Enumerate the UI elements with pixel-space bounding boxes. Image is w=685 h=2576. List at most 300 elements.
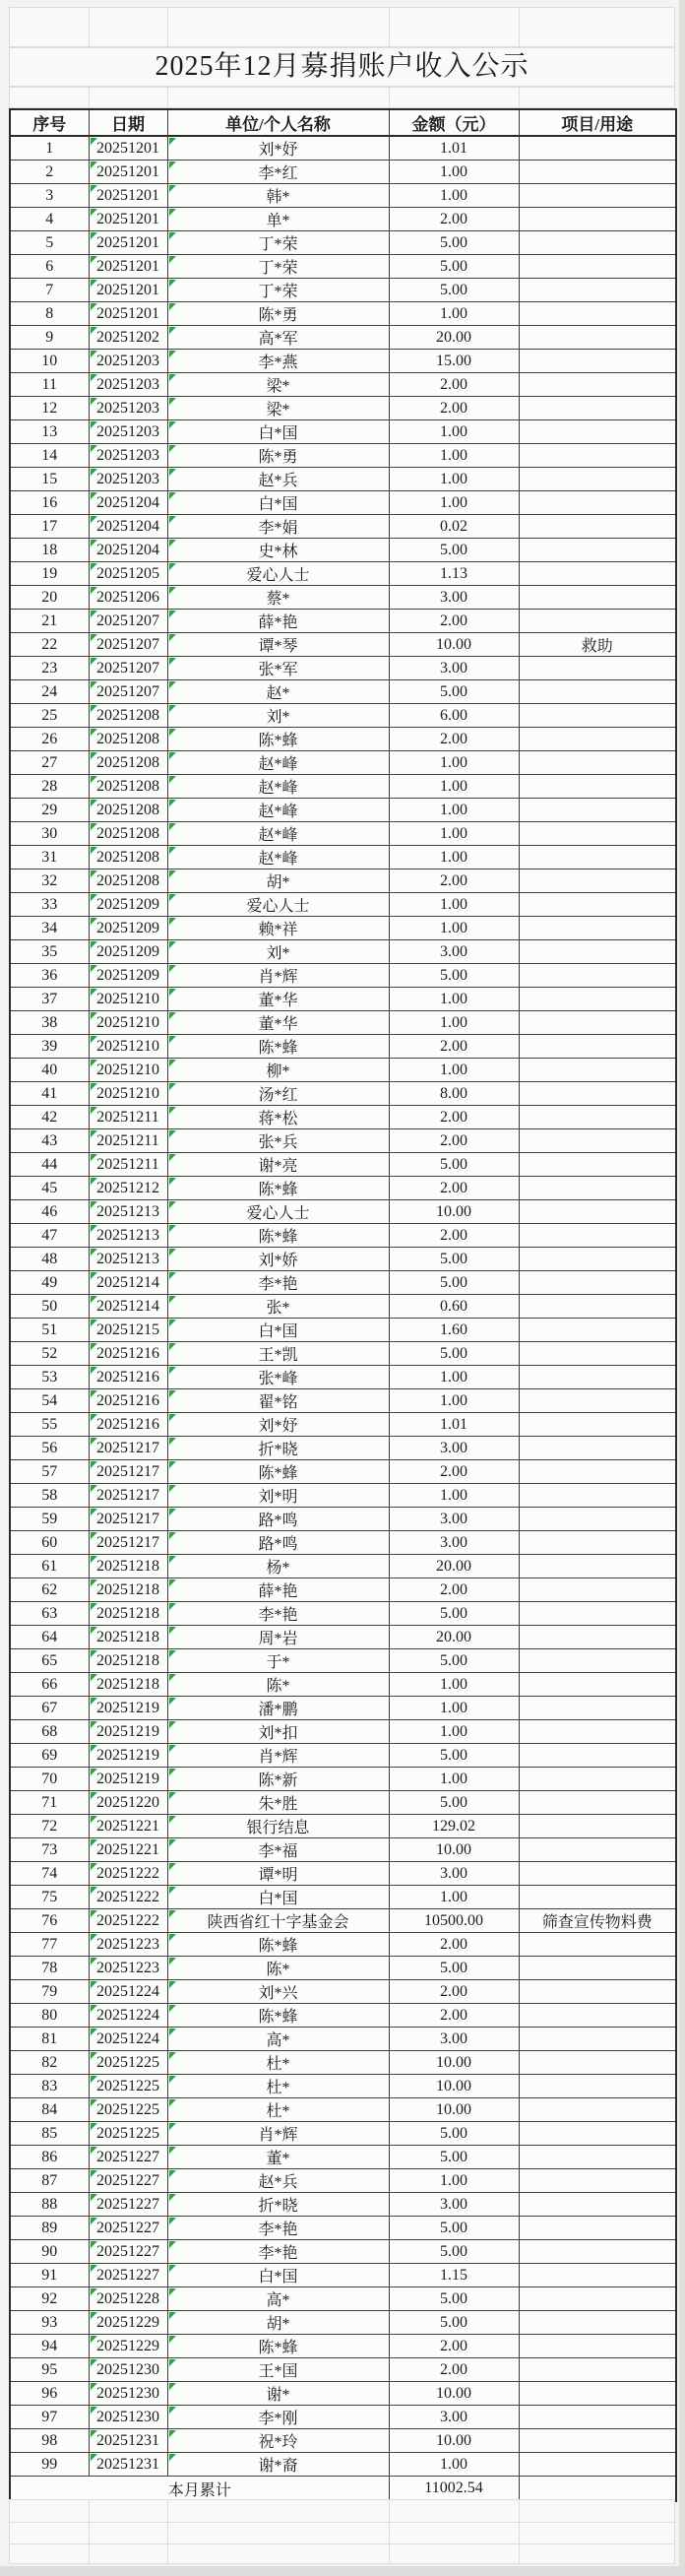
cell-purpose[interactable] xyxy=(519,208,676,231)
cell-serial[interactable]: 81 xyxy=(10,2028,89,2051)
cell-amount[interactable]: 5.00 xyxy=(389,2311,519,2335)
cell-date[interactable]: 20251220 xyxy=(89,1791,167,1815)
cell-purpose[interactable] xyxy=(519,468,676,491)
cell-name[interactable]: 爱心人士 xyxy=(167,562,389,586)
cell-name[interactable]: 白*国 xyxy=(167,491,389,515)
cell-date[interactable]: 20251213 xyxy=(89,1224,167,1248)
cell-serial[interactable]: 84 xyxy=(10,2098,89,2122)
cell-serial[interactable]: 66 xyxy=(10,1673,89,1697)
cell-amount[interactable]: 2.00 xyxy=(389,728,519,751)
cell-amount[interactable]: 10.00 xyxy=(389,2429,519,2453)
cell-name[interactable]: 薛*艳 xyxy=(167,1578,389,1602)
cell-serial[interactable]: 25 xyxy=(10,704,89,728)
cell-amount[interactable]: 1.00 xyxy=(389,775,519,799)
cell-name[interactable]: 张*兵 xyxy=(167,1129,389,1153)
cell-purpose[interactable] xyxy=(519,2358,676,2382)
cell-name[interactable]: 陈*蜂 xyxy=(167,1933,389,1957)
cell-serial[interactable]: 64 xyxy=(10,1626,89,1649)
cell-purpose[interactable] xyxy=(519,1271,676,1295)
cell-serial[interactable]: 26 xyxy=(10,728,89,751)
cell-name[interactable]: 刘*兴 xyxy=(167,1980,389,2004)
cell-name[interactable]: 李*娟 xyxy=(167,515,389,539)
cell-purpose[interactable] xyxy=(519,562,676,586)
cell-name[interactable]: 赖*祥 xyxy=(167,917,389,940)
cell-serial[interactable]: 17 xyxy=(10,515,89,539)
cell-amount[interactable]: 1.00 xyxy=(389,917,519,940)
cell-name[interactable]: 丁*荣 xyxy=(167,231,389,255)
cell-name[interactable]: 王*凯 xyxy=(167,1342,389,1366)
cell-name[interactable]: 陈*蜂 xyxy=(167,728,389,751)
cell-serial[interactable]: 31 xyxy=(10,846,89,869)
cell-amount[interactable]: 1.00 xyxy=(389,468,519,491)
cell-serial[interactable]: 89 xyxy=(10,2217,89,2240)
cell-serial[interactable]: 8 xyxy=(10,302,89,326)
cell-name[interactable]: 折*晓 xyxy=(167,2193,389,2217)
cell-purpose[interactable] xyxy=(519,1768,676,1791)
cell-date[interactable]: 20251218 xyxy=(89,1602,167,1626)
cell-serial[interactable]: 95 xyxy=(10,2358,89,2382)
cell-serial[interactable]: 91 xyxy=(10,2264,89,2287)
cell-amount[interactable]: 10.00 xyxy=(389,2075,519,2098)
cell-serial[interactable]: 59 xyxy=(10,1508,89,1531)
cell-amount[interactable]: 5.00 xyxy=(389,1248,519,1271)
cell-serial[interactable]: 98 xyxy=(10,2429,89,2453)
cell-purpose[interactable] xyxy=(519,1697,676,1720)
cell-amount[interactable]: 3.00 xyxy=(389,1531,519,1555)
cell-amount[interactable]: 0.60 xyxy=(389,1295,519,1319)
cell-serial[interactable]: 78 xyxy=(10,1957,89,1980)
cell-purpose[interactable] xyxy=(519,397,676,420)
cell-purpose[interactable] xyxy=(519,2217,676,2240)
cell-purpose[interactable] xyxy=(519,751,676,775)
cell-purpose[interactable] xyxy=(519,940,676,964)
cell-serial[interactable]: 39 xyxy=(10,1035,89,1059)
cell-purpose[interactable] xyxy=(519,869,676,893)
cell-serial[interactable]: 51 xyxy=(10,1319,89,1342)
cell-serial[interactable]: 19 xyxy=(10,562,89,586)
cell-date[interactable]: 20251203 xyxy=(89,350,167,373)
cell-date[interactable]: 20251214 xyxy=(89,1295,167,1319)
cell-purpose[interactable] xyxy=(519,822,676,846)
cell-serial[interactable]: 20 xyxy=(10,586,89,610)
cell-amount[interactable]: 2.00 xyxy=(389,1933,519,1957)
cell-serial[interactable]: 65 xyxy=(10,1649,89,1673)
cell-name[interactable]: 柳* xyxy=(167,1059,389,1082)
cell-purpose[interactable] xyxy=(519,279,676,302)
cell-purpose[interactable] xyxy=(519,2453,676,2477)
cell-name[interactable]: 谢*亮 xyxy=(167,1153,389,1177)
cell-purpose[interactable] xyxy=(519,1555,676,1578)
cell-serial[interactable]: 72 xyxy=(10,1815,89,1838)
cell-name[interactable]: 李*燕 xyxy=(167,350,389,373)
cell-purpose[interactable] xyxy=(519,373,676,397)
cell-serial[interactable]: 33 xyxy=(10,893,89,917)
cell-amount[interactable]: 3.00 xyxy=(389,2193,519,2217)
cell-date[interactable]: 20251217 xyxy=(89,1531,167,1555)
cell-date[interactable]: 20251201 xyxy=(89,136,167,161)
cell-amount[interactable]: 1.00 xyxy=(389,444,519,468)
cell-name[interactable]: 刘*娇 xyxy=(167,1248,389,1271)
cell-name[interactable]: 刘*明 xyxy=(167,1484,389,1508)
cell-date[interactable]: 20251223 xyxy=(89,1933,167,1957)
cell-amount[interactable]: 3.00 xyxy=(389,2028,519,2051)
cell-purpose[interactable] xyxy=(519,586,676,610)
cell-purpose[interactable] xyxy=(519,2028,676,2051)
cell-name[interactable]: 刘* xyxy=(167,940,389,964)
cell-serial[interactable]: 50 xyxy=(10,1295,89,1319)
cell-purpose[interactable] xyxy=(519,1649,676,1673)
cell-serial[interactable]: 13 xyxy=(10,420,89,444)
cell-serial[interactable]: 57 xyxy=(10,1460,89,1484)
cell-purpose[interactable] xyxy=(519,2193,676,2217)
cell-amount[interactable]: 6.00 xyxy=(389,704,519,728)
cell-purpose[interactable] xyxy=(519,1886,676,1909)
cell-date[interactable]: 20251210 xyxy=(89,1059,167,1082)
cell-serial[interactable]: 93 xyxy=(10,2311,89,2335)
cell-amount[interactable]: 2.00 xyxy=(389,869,519,893)
cell-date[interactable]: 20251202 xyxy=(89,326,167,350)
cell-serial[interactable]: 53 xyxy=(10,1366,89,1389)
cell-name[interactable]: 陕西省红十字基金会 xyxy=(167,1909,389,1933)
cell-serial[interactable]: 68 xyxy=(10,1720,89,1744)
cell-date[interactable]: 20251224 xyxy=(89,2028,167,2051)
cell-amount[interactable]: 5.00 xyxy=(389,1342,519,1366)
cell-purpose[interactable] xyxy=(519,2429,676,2453)
cell-date[interactable]: 20251208 xyxy=(89,728,167,751)
cell-name[interactable]: 高* xyxy=(167,2028,389,2051)
cell-name[interactable]: 陈*蜂 xyxy=(167,2004,389,2028)
cell-name[interactable]: 赵*峰 xyxy=(167,799,389,822)
cell-serial[interactable]: 47 xyxy=(10,1224,89,1248)
cell-purpose[interactable] xyxy=(519,2382,676,2406)
cell-serial[interactable]: 24 xyxy=(10,680,89,704)
cell-purpose[interactable] xyxy=(519,799,676,822)
cell-date[interactable]: 20251225 xyxy=(89,2075,167,2098)
cell-purpose[interactable] xyxy=(519,1673,676,1697)
cell-purpose[interactable] xyxy=(519,2406,676,2429)
cell-amount[interactable]: 2.00 xyxy=(389,2335,519,2358)
cell-name[interactable]: 陈*勇 xyxy=(167,444,389,468)
cell-amount[interactable]: 2.00 xyxy=(389,1035,519,1059)
cell-name[interactable]: 白*国 xyxy=(167,2264,389,2287)
cell-serial[interactable]: 60 xyxy=(10,1531,89,1555)
cell-name[interactable]: 董* xyxy=(167,2146,389,2169)
cell-serial[interactable]: 82 xyxy=(10,2051,89,2075)
cell-purpose[interactable] xyxy=(519,1437,676,1460)
cell-date[interactable]: 20251210 xyxy=(89,1082,167,1106)
cell-amount[interactable]: 1.00 xyxy=(389,751,519,775)
cell-name[interactable]: 陈*蜂 xyxy=(167,1177,389,1200)
cell-serial[interactable]: 7 xyxy=(10,279,89,302)
cell-name[interactable]: 高* xyxy=(167,2287,389,2311)
cell-name[interactable]: 李*刚 xyxy=(167,2406,389,2429)
cell-date[interactable]: 20251222 xyxy=(89,1886,167,1909)
cell-name[interactable]: 杜* xyxy=(167,2098,389,2122)
cell-amount[interactable]: 1.00 xyxy=(389,1886,519,1909)
cell-amount[interactable]: 129.02 xyxy=(389,1815,519,1838)
cell-amount[interactable]: 5.00 xyxy=(389,539,519,562)
cell-serial[interactable]: 70 xyxy=(10,1768,89,1791)
cell-date[interactable]: 20251213 xyxy=(89,1200,167,1224)
cell-amount[interactable]: 1.00 xyxy=(389,302,519,326)
cell-amount[interactable]: 1.00 xyxy=(389,893,519,917)
cell-date[interactable]: 20251219 xyxy=(89,1768,167,1791)
cell-date[interactable]: 20251203 xyxy=(89,444,167,468)
cell-serial[interactable]: 29 xyxy=(10,799,89,822)
cell-date[interactable]: 20251207 xyxy=(89,657,167,680)
cell-date[interactable]: 20251225 xyxy=(89,2098,167,2122)
cell-amount[interactable]: 1.00 xyxy=(389,2169,519,2193)
cell-name[interactable]: 高*军 xyxy=(167,326,389,350)
cell-serial[interactable]: 58 xyxy=(10,1484,89,1508)
cell-serial[interactable]: 5 xyxy=(10,231,89,255)
cell-purpose[interactable] xyxy=(519,1602,676,1626)
cell-date[interactable]: 20251201 xyxy=(89,302,167,326)
cell-amount[interactable]: 10.00 xyxy=(389,633,519,657)
cell-date[interactable]: 20251212 xyxy=(89,1177,167,1200)
cell-name[interactable]: 白*国 xyxy=(167,1319,389,1342)
cell-serial[interactable]: 69 xyxy=(10,1744,89,1768)
cell-date[interactable]: 20251211 xyxy=(89,1153,167,1177)
cell-amount[interactable]: 2.00 xyxy=(389,1578,519,1602)
cell-serial[interactable]: 28 xyxy=(10,775,89,799)
cell-amount[interactable]: 1.15 xyxy=(389,2264,519,2287)
cell-amount[interactable]: 1.00 xyxy=(389,1768,519,1791)
cell-purpose[interactable] xyxy=(519,136,676,161)
cell-date[interactable]: 20251227 xyxy=(89,2264,167,2287)
cell-purpose[interactable] xyxy=(519,302,676,326)
cell-serial[interactable]: 67 xyxy=(10,1697,89,1720)
cell-date[interactable]: 20251206 xyxy=(89,586,167,610)
cell-date[interactable]: 20251219 xyxy=(89,1744,167,1768)
cell-date[interactable]: 20251207 xyxy=(89,633,167,657)
cell-name[interactable]: 陈*蜂 xyxy=(167,1224,389,1248)
cell-date[interactable]: 20251225 xyxy=(89,2051,167,2075)
cell-name[interactable]: 赵* xyxy=(167,680,389,704)
cell-name[interactable]: 李*福 xyxy=(167,1838,389,1862)
cell-date[interactable]: 20251214 xyxy=(89,1271,167,1295)
cell-date[interactable]: 20251209 xyxy=(89,940,167,964)
cell-serial[interactable]: 87 xyxy=(10,2169,89,2193)
cell-name[interactable]: 李*红 xyxy=(167,161,389,184)
cell-name[interactable]: 梁* xyxy=(167,397,389,420)
cell-serial[interactable]: 52 xyxy=(10,1342,89,1366)
cell-date[interactable]: 20251228 xyxy=(89,2287,167,2311)
cell-serial[interactable]: 10 xyxy=(10,350,89,373)
cell-date[interactable]: 20251217 xyxy=(89,1484,167,1508)
cell-serial[interactable]: 97 xyxy=(10,2406,89,2429)
cell-name[interactable]: 白*国 xyxy=(167,1886,389,1909)
cell-amount[interactable]: 1.00 xyxy=(389,1720,519,1744)
cell-purpose[interactable] xyxy=(519,1342,676,1366)
cell-serial[interactable]: 77 xyxy=(10,1933,89,1957)
cell-amount[interactable]: 1.00 xyxy=(389,161,519,184)
cell-name[interactable]: 谭*明 xyxy=(167,1862,389,1886)
cell-purpose[interactable] xyxy=(519,610,676,633)
cell-date[interactable]: 20251216 xyxy=(89,1366,167,1389)
cell-purpose[interactable] xyxy=(519,2240,676,2264)
cell-amount[interactable]: 1.00 xyxy=(389,1673,519,1697)
cell-serial[interactable]: 49 xyxy=(10,1271,89,1295)
cell-name[interactable]: 刘*妤 xyxy=(167,136,389,161)
cell-serial[interactable]: 18 xyxy=(10,539,89,562)
summary-label-cell[interactable]: 本月累计 xyxy=(10,2477,389,2502)
cell-serial[interactable]: 46 xyxy=(10,1200,89,1224)
cell-name[interactable]: 赵*兵 xyxy=(167,2169,389,2193)
cell-date[interactable]: 20251208 xyxy=(89,822,167,846)
cell-name[interactable]: 杜* xyxy=(167,2051,389,2075)
cell-serial[interactable]: 38 xyxy=(10,1011,89,1035)
cell-serial[interactable]: 74 xyxy=(10,1862,89,1886)
cell-serial[interactable]: 34 xyxy=(10,917,89,940)
cell-purpose[interactable]: 救助 xyxy=(519,633,676,657)
cell-serial[interactable]: 99 xyxy=(10,2453,89,2477)
cell-serial[interactable]: 1 xyxy=(10,136,89,161)
cell-name[interactable]: 丁*荣 xyxy=(167,255,389,279)
cell-purpose[interactable] xyxy=(519,326,676,350)
cell-purpose[interactable] xyxy=(519,231,676,255)
cell-purpose[interactable] xyxy=(519,161,676,184)
cell-purpose[interactable] xyxy=(519,1295,676,1319)
cell-amount[interactable]: 5.00 xyxy=(389,231,519,255)
cell-serial[interactable]: 3 xyxy=(10,184,89,208)
cell-name[interactable]: 李*艳 xyxy=(167,1271,389,1295)
cell-name[interactable]: 赵*峰 xyxy=(167,775,389,799)
cell-name[interactable]: 韩* xyxy=(167,184,389,208)
cell-amount[interactable]: 20.00 xyxy=(389,326,519,350)
cell-name[interactable]: 丁*荣 xyxy=(167,279,389,302)
cell-serial[interactable]: 96 xyxy=(10,2382,89,2406)
cell-date[interactable]: 20251210 xyxy=(89,988,167,1011)
cell-date[interactable]: 20251224 xyxy=(89,2004,167,2028)
cell-serial[interactable]: 30 xyxy=(10,822,89,846)
cell-name[interactable]: 朱*胜 xyxy=(167,1791,389,1815)
cell-amount[interactable]: 15.00 xyxy=(389,350,519,373)
column-header-serial[interactable]: 序号 xyxy=(10,109,89,136)
cell-serial[interactable]: 16 xyxy=(10,491,89,515)
cell-date[interactable]: 20251209 xyxy=(89,893,167,917)
cell-serial[interactable]: 15 xyxy=(10,468,89,491)
cell-amount[interactable]: 2.00 xyxy=(389,1106,519,1129)
cell-amount[interactable]: 5.00 xyxy=(389,1271,519,1295)
cell-date[interactable]: 20251203 xyxy=(89,397,167,420)
cell-amount[interactable]: 2.00 xyxy=(389,610,519,633)
cell-amount[interactable]: 1.13 xyxy=(389,562,519,586)
cell-name[interactable]: 李*艳 xyxy=(167,1602,389,1626)
cell-date[interactable]: 20251230 xyxy=(89,2358,167,2382)
cell-serial[interactable]: 27 xyxy=(10,751,89,775)
cell-amount[interactable]: 3.00 xyxy=(389,940,519,964)
cell-name[interactable]: 梁* xyxy=(167,373,389,397)
cell-amount[interactable]: 3.00 xyxy=(389,1508,519,1531)
cell-serial[interactable]: 45 xyxy=(10,1177,89,1200)
cell-amount[interactable]: 5.00 xyxy=(389,680,519,704)
cell-amount[interactable]: 5.00 xyxy=(389,1957,519,1980)
cell-amount[interactable]: 1.00 xyxy=(389,2453,519,2477)
cell-name[interactable]: 陈*蜂 xyxy=(167,2335,389,2358)
cell-name[interactable]: 张*军 xyxy=(167,657,389,680)
cell-purpose[interactable] xyxy=(519,1838,676,1862)
cell-name[interactable]: 肖*辉 xyxy=(167,2122,389,2146)
cell-purpose[interactable] xyxy=(519,1035,676,1059)
cell-serial[interactable]: 55 xyxy=(10,1413,89,1437)
cell-name[interactable]: 银行结息 xyxy=(167,1815,389,1838)
cell-name[interactable]: 肖*辉 xyxy=(167,1744,389,1768)
cell-amount[interactable]: 1.00 xyxy=(389,1011,519,1035)
cell-purpose[interactable] xyxy=(519,1319,676,1342)
cell-purpose[interactable] xyxy=(519,1815,676,1838)
cell-purpose[interactable] xyxy=(519,2169,676,2193)
cell-serial[interactable]: 54 xyxy=(10,1389,89,1413)
cell-amount[interactable]: 3.00 xyxy=(389,657,519,680)
sheet-title[interactable]: 2025年12月募捐账户收入公示 xyxy=(9,47,675,87)
cell-serial[interactable]: 83 xyxy=(10,2075,89,2098)
cell-amount[interactable]: 5.00 xyxy=(389,2146,519,2169)
cell-serial[interactable]: 62 xyxy=(10,1578,89,1602)
cell-serial[interactable]: 21 xyxy=(10,610,89,633)
cell-purpose[interactable] xyxy=(519,2122,676,2146)
cell-date[interactable]: 20251219 xyxy=(89,1720,167,1744)
cell-name[interactable]: 赵*峰 xyxy=(167,822,389,846)
cell-amount[interactable]: 2.00 xyxy=(389,1224,519,1248)
cell-date[interactable]: 20251204 xyxy=(89,539,167,562)
cell-purpose[interactable] xyxy=(519,1366,676,1389)
cell-name[interactable]: 谢*裔 xyxy=(167,2453,389,2477)
cell-serial[interactable]: 76 xyxy=(10,1909,89,1933)
cell-serial[interactable]: 43 xyxy=(10,1129,89,1153)
cell-amount[interactable]: 1.00 xyxy=(389,846,519,869)
cell-date[interactable]: 20251213 xyxy=(89,1248,167,1271)
cell-name[interactable]: 祝*玲 xyxy=(167,2429,389,2453)
cell-amount[interactable]: 1.00 xyxy=(389,1697,519,1720)
cell-purpose[interactable] xyxy=(519,1200,676,1224)
cell-amount[interactable]: 1.01 xyxy=(389,136,519,161)
cell-date[interactable]: 20251201 xyxy=(89,208,167,231)
cell-name[interactable]: 薛*艳 xyxy=(167,610,389,633)
cell-serial[interactable]: 90 xyxy=(10,2240,89,2264)
cell-date[interactable]: 20251210 xyxy=(89,1011,167,1035)
summary-purpose-cell[interactable] xyxy=(519,2477,676,2502)
cell-serial[interactable]: 36 xyxy=(10,964,89,988)
cell-purpose[interactable] xyxy=(519,704,676,728)
cell-purpose[interactable] xyxy=(519,2051,676,2075)
cell-date[interactable]: 20251204 xyxy=(89,515,167,539)
cell-purpose[interactable] xyxy=(519,1106,676,1129)
cell-serial[interactable]: 12 xyxy=(10,397,89,420)
cell-date[interactable]: 20251222 xyxy=(89,1909,167,1933)
cell-name[interactable]: 杜* xyxy=(167,2075,389,2098)
cell-purpose[interactable] xyxy=(519,1484,676,1508)
cell-date[interactable]: 20251208 xyxy=(89,775,167,799)
cell-purpose[interactable] xyxy=(519,350,676,373)
cell-date[interactable]: 20251231 xyxy=(89,2453,167,2477)
cell-date[interactable]: 20251223 xyxy=(89,1957,167,1980)
cell-serial[interactable]: 85 xyxy=(10,2122,89,2146)
cell-purpose[interactable] xyxy=(519,2004,676,2028)
cell-amount[interactable]: 10.00 xyxy=(389,2098,519,2122)
cell-date[interactable]: 20251216 xyxy=(89,1413,167,1437)
cell-amount[interactable]: 1.00 xyxy=(389,988,519,1011)
cell-amount[interactable]: 10.00 xyxy=(389,2051,519,2075)
cell-date[interactable]: 20251208 xyxy=(89,846,167,869)
cell-name[interactable]: 白*国 xyxy=(167,420,389,444)
cell-name[interactable]: 张*峰 xyxy=(167,1366,389,1389)
cell-amount[interactable]: 5.00 xyxy=(389,1649,519,1673)
cell-amount[interactable]: 10500.00 xyxy=(389,1909,519,1933)
cell-serial[interactable]: 92 xyxy=(10,2287,89,2311)
cell-purpose[interactable] xyxy=(519,2311,676,2335)
summary-amount-cell[interactable]: 11002.54 xyxy=(389,2477,519,2502)
